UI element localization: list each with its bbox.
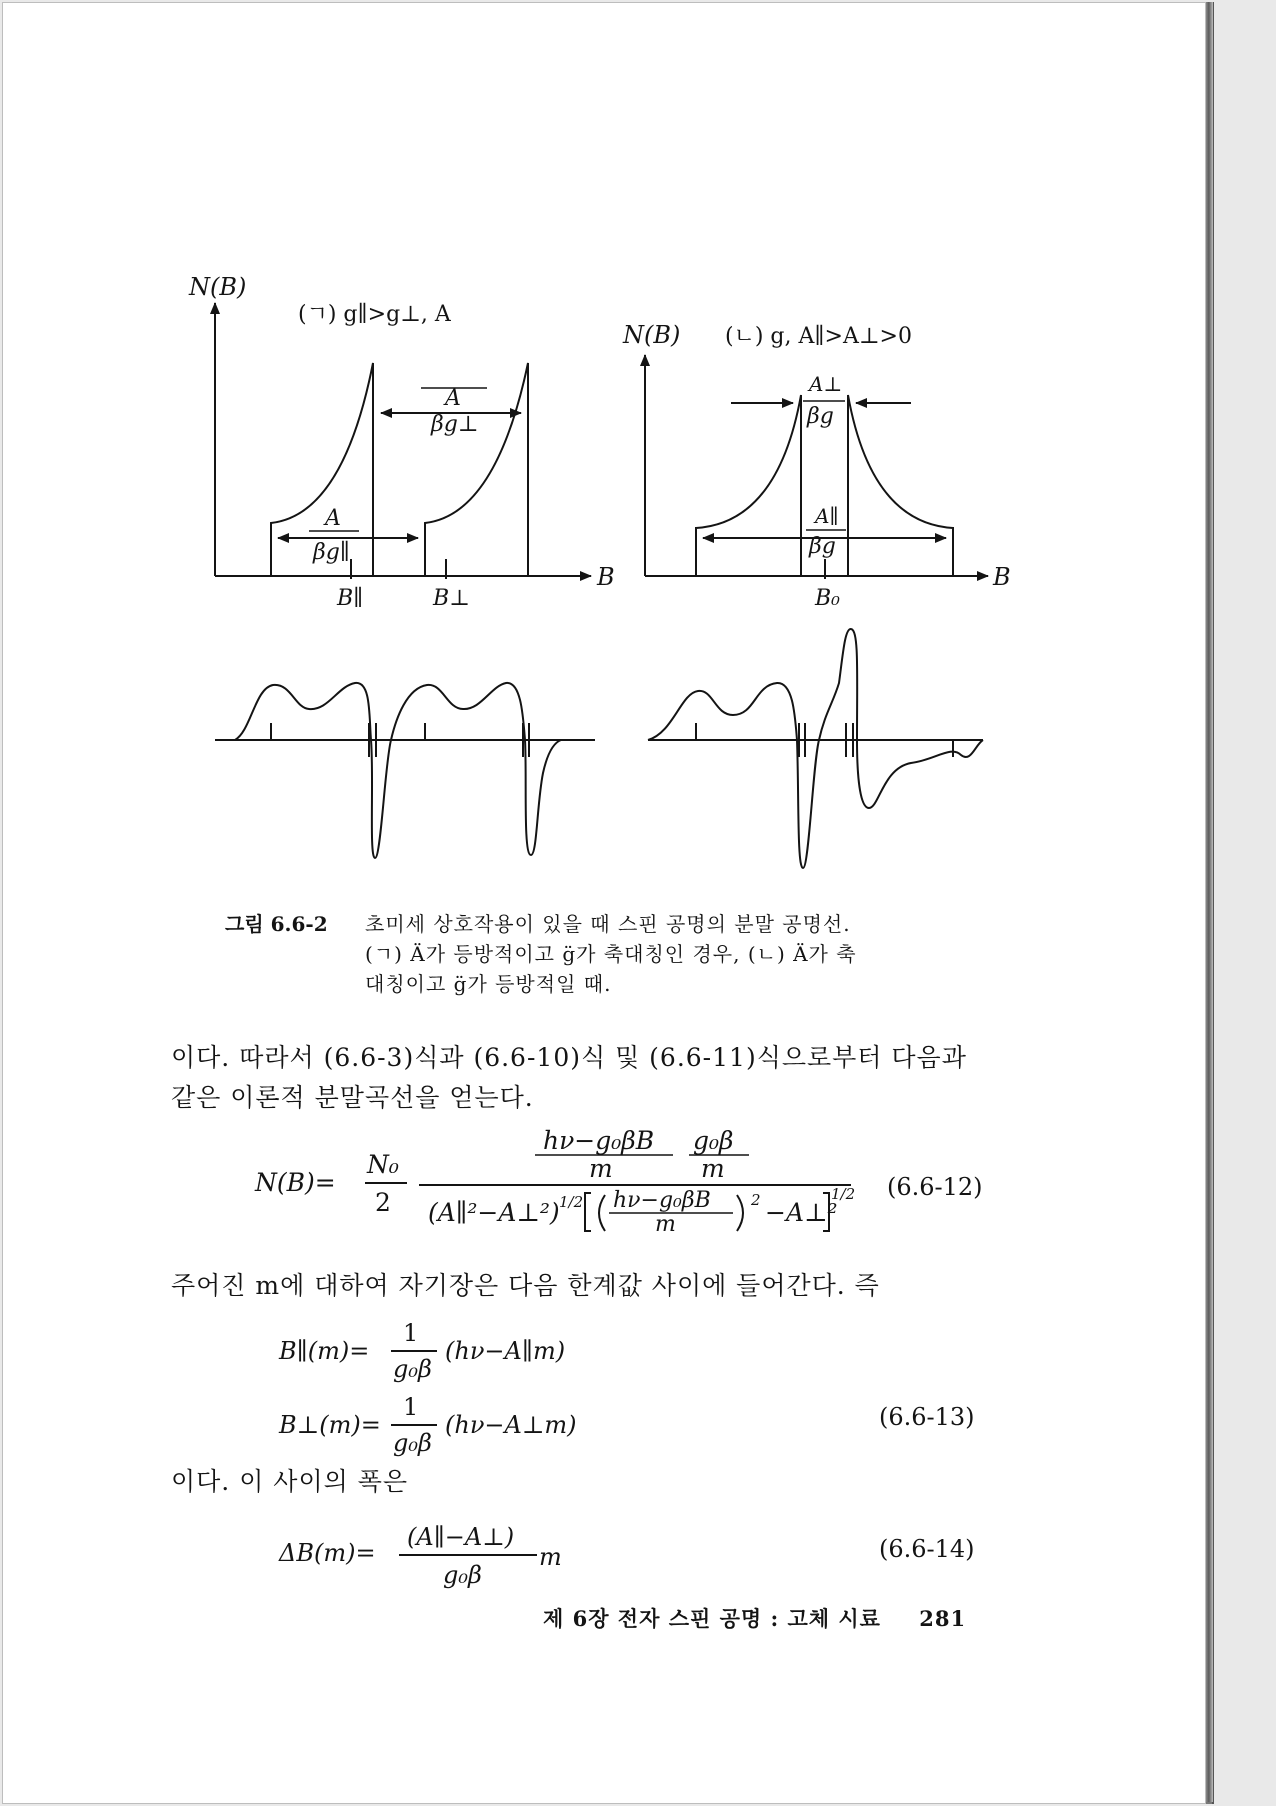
figure-6-6-2 xyxy=(3,3,1205,903)
left-panel-label: (ㄱ) g∥>g⊥, A xyxy=(298,302,451,327)
eq14-number: (6.6-14) xyxy=(879,1535,975,1563)
eq12-den-tail: −A⊥² xyxy=(765,1198,838,1227)
eq13-line1-rhs: (hν−A∥m) xyxy=(445,1337,566,1365)
paragraph-1-line-2: 같은 이론적 분말곡선을 얻는다. xyxy=(171,1083,534,1112)
eq14-num: (A∥−A⊥) xyxy=(407,1523,515,1551)
eq12-lhs: N(B)= xyxy=(255,1168,336,1197)
right-panel-label: (ㄴ) g, A∥>A⊥>0 xyxy=(725,324,912,349)
right-width-upper-num: A⊥ xyxy=(809,372,843,396)
caption-line-2: (ㄱ) Ä가 등방적이고 g̈가 축대칭인 경우, (ㄴ) Ä가 축 xyxy=(365,942,857,966)
left-tick-perp-label: B⊥ xyxy=(433,586,470,611)
book-page xyxy=(2,2,1206,1804)
equation-6-6-13 xyxy=(275,1321,695,1471)
paragraph-2: 주어진 m에 대하여 자기장은 다음 한계값 사이에 들어간다. 즉 xyxy=(171,1271,880,1300)
eq13-line2-one: 1 xyxy=(403,1393,419,1421)
eq13-line2-rhs: (hν−A⊥m) xyxy=(445,1411,577,1439)
right-width-lower-den: βg xyxy=(809,534,836,559)
eq12-den-sq: 2 xyxy=(751,1191,761,1209)
eq13-line2-lhs: B⊥(m)= xyxy=(279,1411,381,1439)
eq12-den-pow-outer: 1/2 xyxy=(831,1185,856,1203)
eq12-two: 2 xyxy=(375,1188,391,1217)
eq12-den-pow: 1/2 xyxy=(559,1193,584,1211)
left-width-upper-num: A xyxy=(445,386,461,411)
eq14-den: g₀β xyxy=(443,1561,482,1589)
page-edge xyxy=(1206,2,1213,1802)
right-curve-left xyxy=(696,395,801,576)
equation-6-6-14 xyxy=(275,1521,635,1601)
caption-line-1: 초미세 상호작용이 있을 때 스핀 공명의 분말 공명선. xyxy=(365,912,851,936)
eq13-line1-den: g₀β xyxy=(393,1355,432,1383)
right-xlabel: B xyxy=(993,563,1011,591)
eq12-number: (6.6-12) xyxy=(887,1173,983,1201)
right-tick-center-label: B₀ xyxy=(815,586,840,611)
eq13-line1-one: 1 xyxy=(403,1321,419,1347)
left-curve-2 xyxy=(425,363,528,576)
eq12-num-b: g₀β xyxy=(693,1127,734,1155)
right-curve-right xyxy=(848,395,953,576)
eq13-line2-den: g₀β xyxy=(393,1429,432,1457)
left-width-upper-den: βg⊥ xyxy=(431,412,479,437)
left-tick-parallel-label: B∥ xyxy=(337,586,364,611)
left-width-lower-num: A xyxy=(325,506,341,531)
eq12-num-m1: m xyxy=(589,1154,613,1183)
left-width-lower-den: βg∥ xyxy=(313,540,350,565)
eq12-den-frac-num: hν−g₀βB xyxy=(613,1188,711,1213)
right-derivative-curve xyxy=(648,629,983,868)
left-derivative-curve xyxy=(235,683,561,858)
left-ylabel: N(B) xyxy=(189,273,247,301)
left-absorption-panel xyxy=(215,303,591,579)
eq12-n0: N₀ xyxy=(367,1150,399,1179)
right-ylabel: N(B) xyxy=(623,321,681,349)
eq13-number: (6.6-13) xyxy=(879,1403,975,1431)
derivative-curves xyxy=(215,629,983,868)
eq12-den-a: (A∥²−A⊥²) xyxy=(428,1198,560,1227)
paragraph-3: 이다. 이 사이의 폭은 xyxy=(171,1467,408,1496)
eq12-num-a: hν−g₀βB xyxy=(543,1127,655,1155)
eq12-num-m2: m xyxy=(701,1154,725,1183)
eq14-tail: m xyxy=(539,1543,562,1571)
running-footer xyxy=(543,1603,966,1633)
chapter-title: 제 6장 전자 스핀 공명 : 고체 시료 xyxy=(543,1606,881,1631)
eq14-lhs: ΔB(m)= xyxy=(279,1539,376,1567)
caption-label: 그림 6.6-2 xyxy=(225,912,328,936)
eq13-line1-lhs: B∥(m)= xyxy=(279,1337,370,1365)
left-xlabel: B xyxy=(597,563,615,591)
eq12-den-frac-m: m xyxy=(655,1212,676,1237)
paragraph-1-line-1: 이다. 따라서 (6.6-3)식과 (6.6-10)식 및 (6.6-11)식으로부터 다음과 xyxy=(171,1043,967,1072)
right-width-lower-num: A∥ xyxy=(815,504,839,528)
page-number: 281 xyxy=(919,1606,967,1631)
right-width-upper-den: βg xyxy=(807,404,834,429)
caption-line-3: 대칭이고 g̈가 등방적일 때. xyxy=(365,972,612,996)
